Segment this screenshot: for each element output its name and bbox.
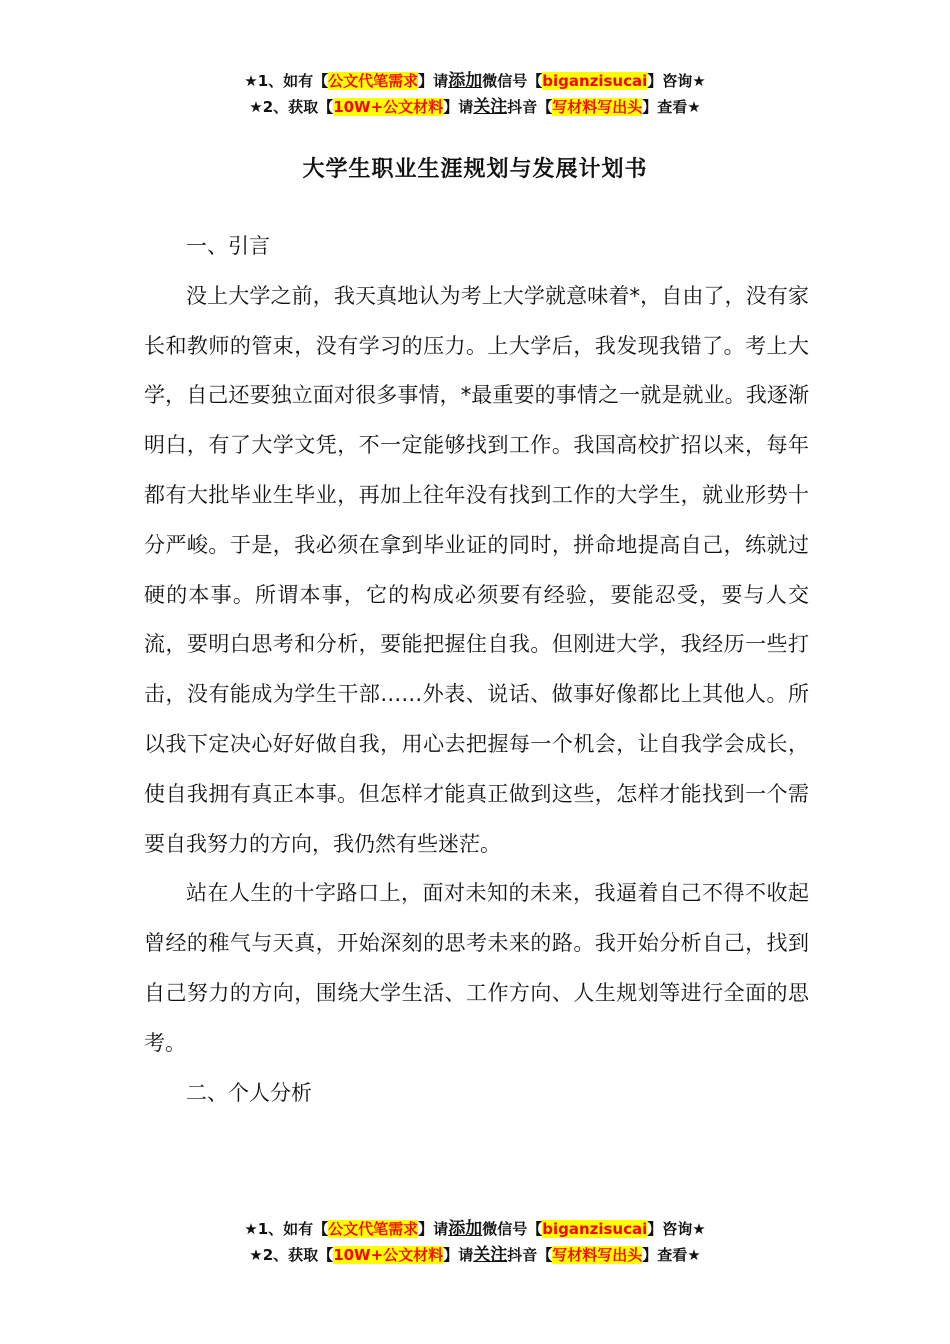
banner-highlight: 公文代笔需求: [328, 72, 419, 90]
banner-highlight: biganzisucai: [542, 1220, 648, 1238]
banner-highlight: 10W+公文材料: [333, 1246, 444, 1264]
banner-text: 】请: [418, 72, 449, 90]
banner-text: ★1、如有【: [244, 1220, 329, 1238]
banner-emphasis: 关注: [473, 1245, 508, 1265]
banner-text: 】咨询★: [647, 1220, 706, 1238]
banner-text: 】查看★: [642, 98, 701, 116]
banner-highlight: 写材料写出头: [552, 1246, 643, 1264]
banner-text: ★2、获取【: [249, 98, 334, 116]
body-paragraph: 站在人生的十字路口上，面对未知的未来，我逼着自己不得不收起曾经的稚气与天真，开始深刻的思考未来的路。我开始分析自己，找到自己努力的方向，围绕大学生活、工作方向、人生规划等进行全面的思考。: [144, 881, 809, 1055]
document-title: 大学生职业生涯规划与发展计划书: [302, 157, 648, 182]
header-banner: [0, 68, 950, 120]
banner-line-1: [0, 68, 950, 94]
document-body: [144, 222, 809, 1118]
banner-text: 】查看★: [642, 1246, 701, 1264]
banner-highlight: 10W+公文材料: [333, 98, 444, 116]
banner-line-2: [0, 94, 950, 120]
section-heading: 一、引言: [186, 234, 270, 258]
section-heading: 二、个人分析: [186, 1080, 312, 1105]
banner-text: 抖音【: [507, 98, 553, 116]
banner-highlight: 写材料写出头: [552, 98, 643, 116]
banner-text: ★2、获取【: [249, 1246, 334, 1264]
banner-text: 】请: [443, 98, 474, 116]
banner-text: 抖音【: [507, 1246, 553, 1264]
banner-emphasis: 添加: [448, 1219, 483, 1239]
banner-text: 】咨询★: [647, 72, 706, 90]
footer-banner: [0, 1216, 950, 1268]
banner-text: 微信号【: [482, 1220, 543, 1238]
banner-text: ★1、如有【: [244, 72, 329, 90]
banner-line-2: [0, 1242, 950, 1268]
banner-line-1: [0, 1216, 950, 1242]
banner-text: 】请: [443, 1246, 474, 1264]
banner-text: 微信号【: [482, 72, 543, 90]
banner-text: 】请: [418, 1220, 449, 1238]
banner-highlight: biganzisucai: [542, 72, 648, 90]
banner-emphasis: 添加: [448, 71, 483, 91]
banner-highlight: 公文代笔需求: [328, 1220, 419, 1238]
banner-emphasis: 关注: [473, 97, 508, 117]
body-paragraph: 没上大学之前，我天真地认为考上大学就意味着*，自由了，没有家长和教师的管束，没有学习的压力。上大学后，我发现我错了。考上大学，自己还要独立面对很多事情，*最重要的事情之一就是就业。我逐渐明白，有了大学文凭，不一定能够找到工作。我国高校扩招以来，每年都有大批毕业生毕业，再加上往年没有找到工作的大学生，就业形势十分严峻。于是，我必须在拿到毕业证的同时，拼命地提高自己，练就过硬的本事。所谓本事，它的构成必须要有经验，要能忍受，要与人交流，要明白思考和分析，要能把握住自我。但刚进大学，我经历一些打击，没有能成为学生干部……外表、说话、做事好像都比上其他人。所以我下定决心好好做自我，用心去把握每一个机会，让自我学会成长，使自我拥有真正本事。但怎样才能真正做到这些，怎样才能找到一个需要自我努力的方向，我仍然有些迷茫。: [144, 283, 809, 856]
